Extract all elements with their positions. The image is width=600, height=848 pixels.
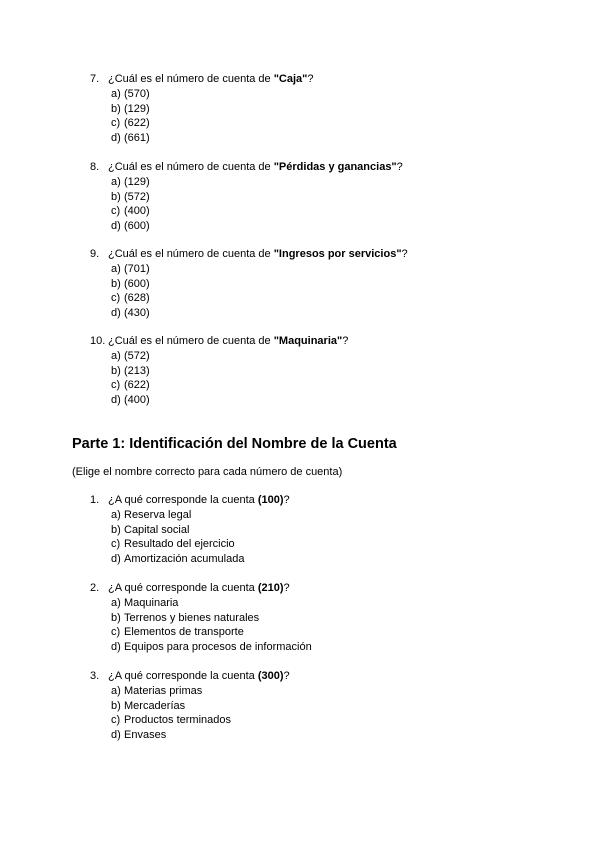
- option-d: d) (400): [111, 394, 150, 407]
- option-c: c) (622): [111, 379, 150, 392]
- question-term: "Pérdidas y ganancias": [273, 161, 397, 173]
- question-line: [90, 160, 570, 175]
- option-list: [90, 349, 570, 408]
- question-number: 2.: [90, 582, 100, 594]
- option-list: [90, 684, 570, 743]
- question-7: [90, 72, 570, 146]
- question-line: [90, 72, 570, 87]
- option-list: [90, 508, 570, 567]
- option-a: a) Materias primas: [111, 685, 203, 697]
- question-text: ¿A qué corresponde la cuenta (300)?: [108, 670, 290, 682]
- question-term: (100): [257, 494, 284, 506]
- question-number: 8.: [90, 161, 100, 173]
- option-d: d) Envases: [111, 729, 167, 742]
- option-list: [90, 596, 570, 655]
- question-number: 10.: [90, 335, 106, 347]
- question-text: ¿Cuál es el número de cuenta de "Maquinaria"?: [108, 335, 349, 347]
- option-list: [90, 175, 570, 234]
- option-d: d) (661): [111, 132, 150, 145]
- option-b: b) Capital social: [111, 523, 190, 536]
- option-c: c) Resultado del ejercicio: [111, 538, 235, 551]
- section-instructions: (Elige el nombre correcto para cada número de cuenta): [72, 466, 343, 478]
- option-b: b) Terrenos y bienes naturales: [111, 611, 260, 624]
- option-a: a) (572): [111, 350, 150, 362]
- option-b: b) Mercaderías: [111, 699, 186, 712]
- option-b: b) (129): [111, 102, 150, 115]
- question-number: 3.: [90, 670, 100, 682]
- question-term: "Caja": [273, 73, 308, 85]
- question-number: 9.: [90, 248, 100, 260]
- section-heading: Parte 1: Identificación del Nombre de la Cuenta: [72, 436, 397, 452]
- option-list: [90, 87, 570, 146]
- option-c: c) Elementos de transporte: [111, 626, 244, 639]
- option-d: d) (430): [111, 307, 150, 320]
- option-a: a) (129): [111, 176, 150, 188]
- part1-question-1: [90, 493, 570, 567]
- option-a: a) (701): [111, 263, 150, 275]
- question-number: 1.: [90, 494, 100, 506]
- option-d: d) Amortización acumulada: [111, 553, 245, 566]
- question-line: [90, 247, 570, 262]
- question-line: [90, 581, 570, 596]
- question-text: ¿A qué corresponde la cuenta (210)?: [108, 582, 290, 594]
- question-number: 7.: [90, 73, 100, 85]
- question-9: [90, 247, 570, 321]
- part1-question-3: [90, 669, 570, 743]
- question-10: [90, 334, 570, 408]
- question-term: (300): [257, 670, 284, 682]
- question-text: ¿Cuál es el número de cuenta de "Ingresos por servicios"?: [108, 248, 408, 260]
- question-term: "Ingresos por servicios": [273, 248, 402, 260]
- option-b: b) (213): [111, 364, 150, 377]
- part1-question-2: [90, 581, 570, 655]
- option-b: b) (600): [111, 277, 150, 290]
- question-text: ¿A qué corresponde la cuenta (100)?: [108, 494, 290, 506]
- option-d: d) (600): [111, 220, 150, 233]
- question-line: [90, 493, 570, 508]
- question-8: [90, 160, 570, 234]
- question-text: ¿Cuál es el número de cuenta de "Caja"?: [108, 73, 314, 85]
- option-list: [90, 262, 570, 321]
- option-a: a) Maquinaria: [111, 597, 179, 609]
- question-term: "Maquinaria": [273, 335, 343, 347]
- question-text: ¿Cuál es el número de cuenta de "Pérdidas y ganancias"?: [108, 161, 403, 173]
- option-c: c) (628): [111, 292, 150, 305]
- question-term: (210): [257, 582, 284, 594]
- option-c: c) Productos terminados: [111, 714, 231, 727]
- question-line: [90, 669, 570, 684]
- option-c: c) (622): [111, 117, 150, 130]
- option-d: d) Equipos para procesos de información: [111, 641, 312, 654]
- option-b: b) (572): [111, 190, 150, 203]
- option-a: a) (570): [111, 88, 150, 100]
- option-c: c) (400): [111, 205, 150, 218]
- option-a: a) Reserva legal: [111, 509, 192, 521]
- question-line: [90, 334, 570, 349]
